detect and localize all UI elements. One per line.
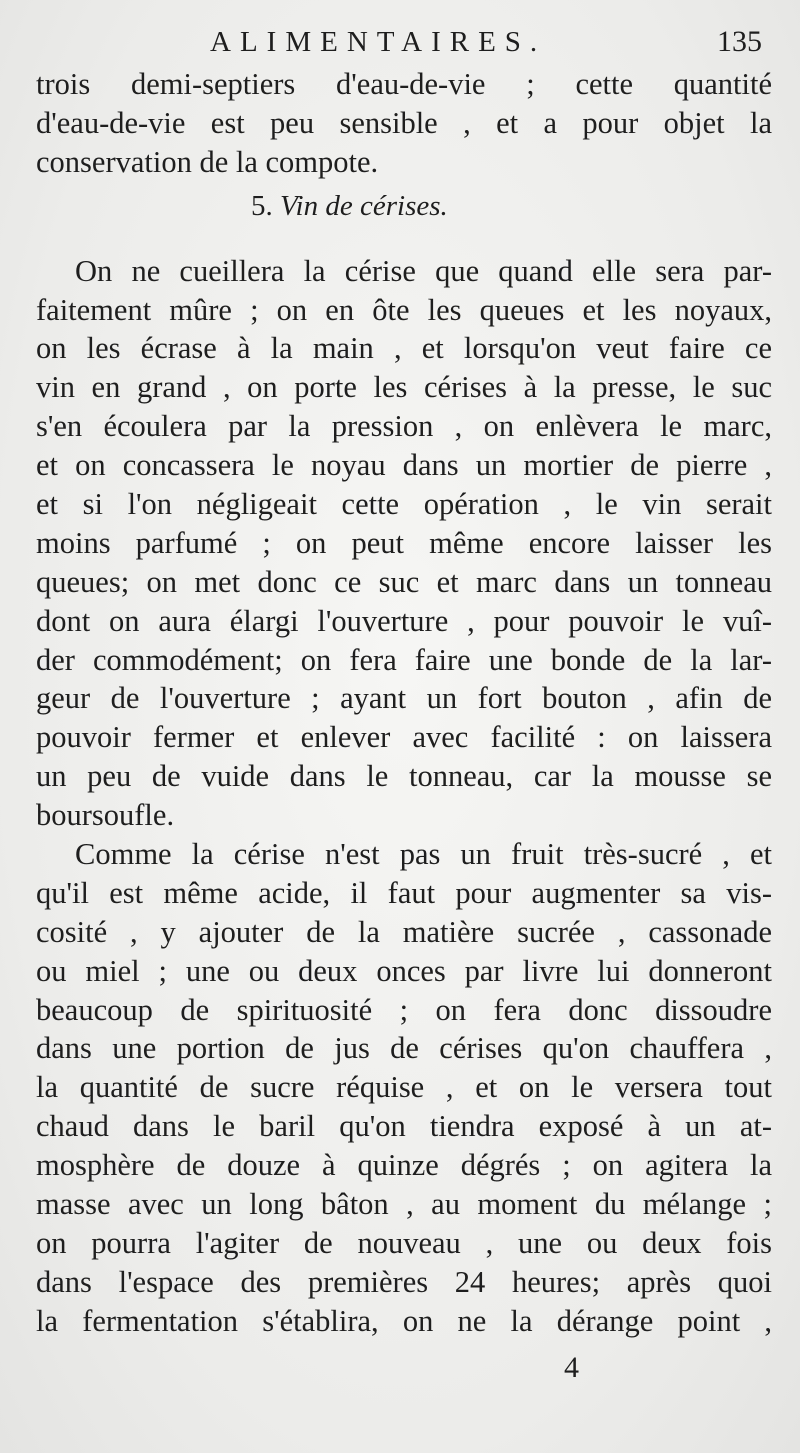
text-line: et si l'on négligeait cette opération , le vin serait	[36, 487, 772, 522]
text-line: mosphère de douze à quinze dégrés ; on agitera la	[36, 1148, 772, 1183]
signature-mark: 4	[564, 1351, 579, 1384]
running-head: ALIMENTAIRES.	[210, 26, 547, 58]
text-line: dont on aura élargi l'ouverture , pour pouvoir le vuî-	[36, 603, 772, 638]
text-line: pouvoir fermer et enlever avec facilité : on laissera	[36, 720, 772, 755]
text-line: la fermentation s'établira, on ne la dérange point ,	[36, 1303, 772, 1338]
text-line: moins parfumé ; on peut même encore laisser les	[36, 525, 772, 560]
text-line: ou miel ; une ou deux onces par livre lui donneront	[36, 953, 772, 988]
text-line: vin en grand , on porte les cérises à la presse, le suc	[36, 370, 772, 405]
text-line: d'eau-de-vie est peu sensible , et a pour objet la	[36, 105, 772, 140]
text-line: beaucoup de spirituosité ; on fera donc dissoudre	[36, 992, 772, 1027]
text-line: la quantité de sucre réquise , et on le versera tout	[36, 1070, 772, 1105]
paragraph-sugar-fermentation	[36, 835, 772, 1341]
text-line: cosité , y ajouter de la matière sucrée , cassonade	[36, 914, 772, 949]
page-header	[0, 22, 800, 62]
section-title: Vin de cérises.	[280, 189, 448, 222]
text-line: Comme la cérise n'est pas un fruit très-sucré , et	[75, 837, 772, 872]
text-line: chaud dans le baril qu'on tiendra exposé à un at-	[36, 1109, 772, 1144]
text-line: On ne cueillera la cérise que quand elle sera par-	[75, 253, 772, 288]
text-line: on les écrase à la main , et lorsqu'on veut faire ce	[36, 331, 772, 366]
text-line: faitement mûre ; on en ôte les queues et les noyaux,	[36, 292, 772, 327]
section-heading	[36, 182, 772, 230]
text-line: boursoufle.	[36, 798, 175, 833]
text-line: s'en écoulera par la pression , on enlèvera le marc,	[36, 409, 772, 444]
page-number: 135	[717, 25, 762, 58]
text-line: masse avec un long bâton , au moment du mélange ;	[36, 1187, 772, 1222]
text-line: trois demi-septiers d'eau-de-vie ; cette quantité	[36, 67, 772, 101]
text-line: on pourra l'agiter de nouveau , une ou deux fois	[36, 1225, 772, 1260]
body-text	[36, 65, 772, 1341]
text-line: dans l'espace des premières 24 heures; après quoi	[36, 1264, 772, 1299]
paragraph-wine-preparation	[36, 252, 772, 835]
text-line: queues; on met donc ce suc et marc dans un tonneau	[36, 564, 772, 599]
text-line: qu'il est même acide, il faut pour augmenter sa vis-	[36, 875, 772, 910]
text-line: geur de l'ouverture ; ayant un fort bouton , afin de	[36, 681, 772, 716]
section-number: 5.	[251, 189, 273, 222]
text-line: un peu de vuide dans le tonneau, car la mousse se	[36, 759, 772, 794]
text-line: der commodément; on fera faire une bonde de la lar-	[36, 642, 772, 677]
text-line: dans une portion de jus de cérises qu'on chauffera ,	[36, 1031, 772, 1066]
text-line: conservation de la compote.	[36, 144, 379, 179]
text-line: et on concassera le noyau dans un mortier de pierre ,	[36, 448, 772, 483]
paragraph-continuation	[36, 65, 772, 182]
